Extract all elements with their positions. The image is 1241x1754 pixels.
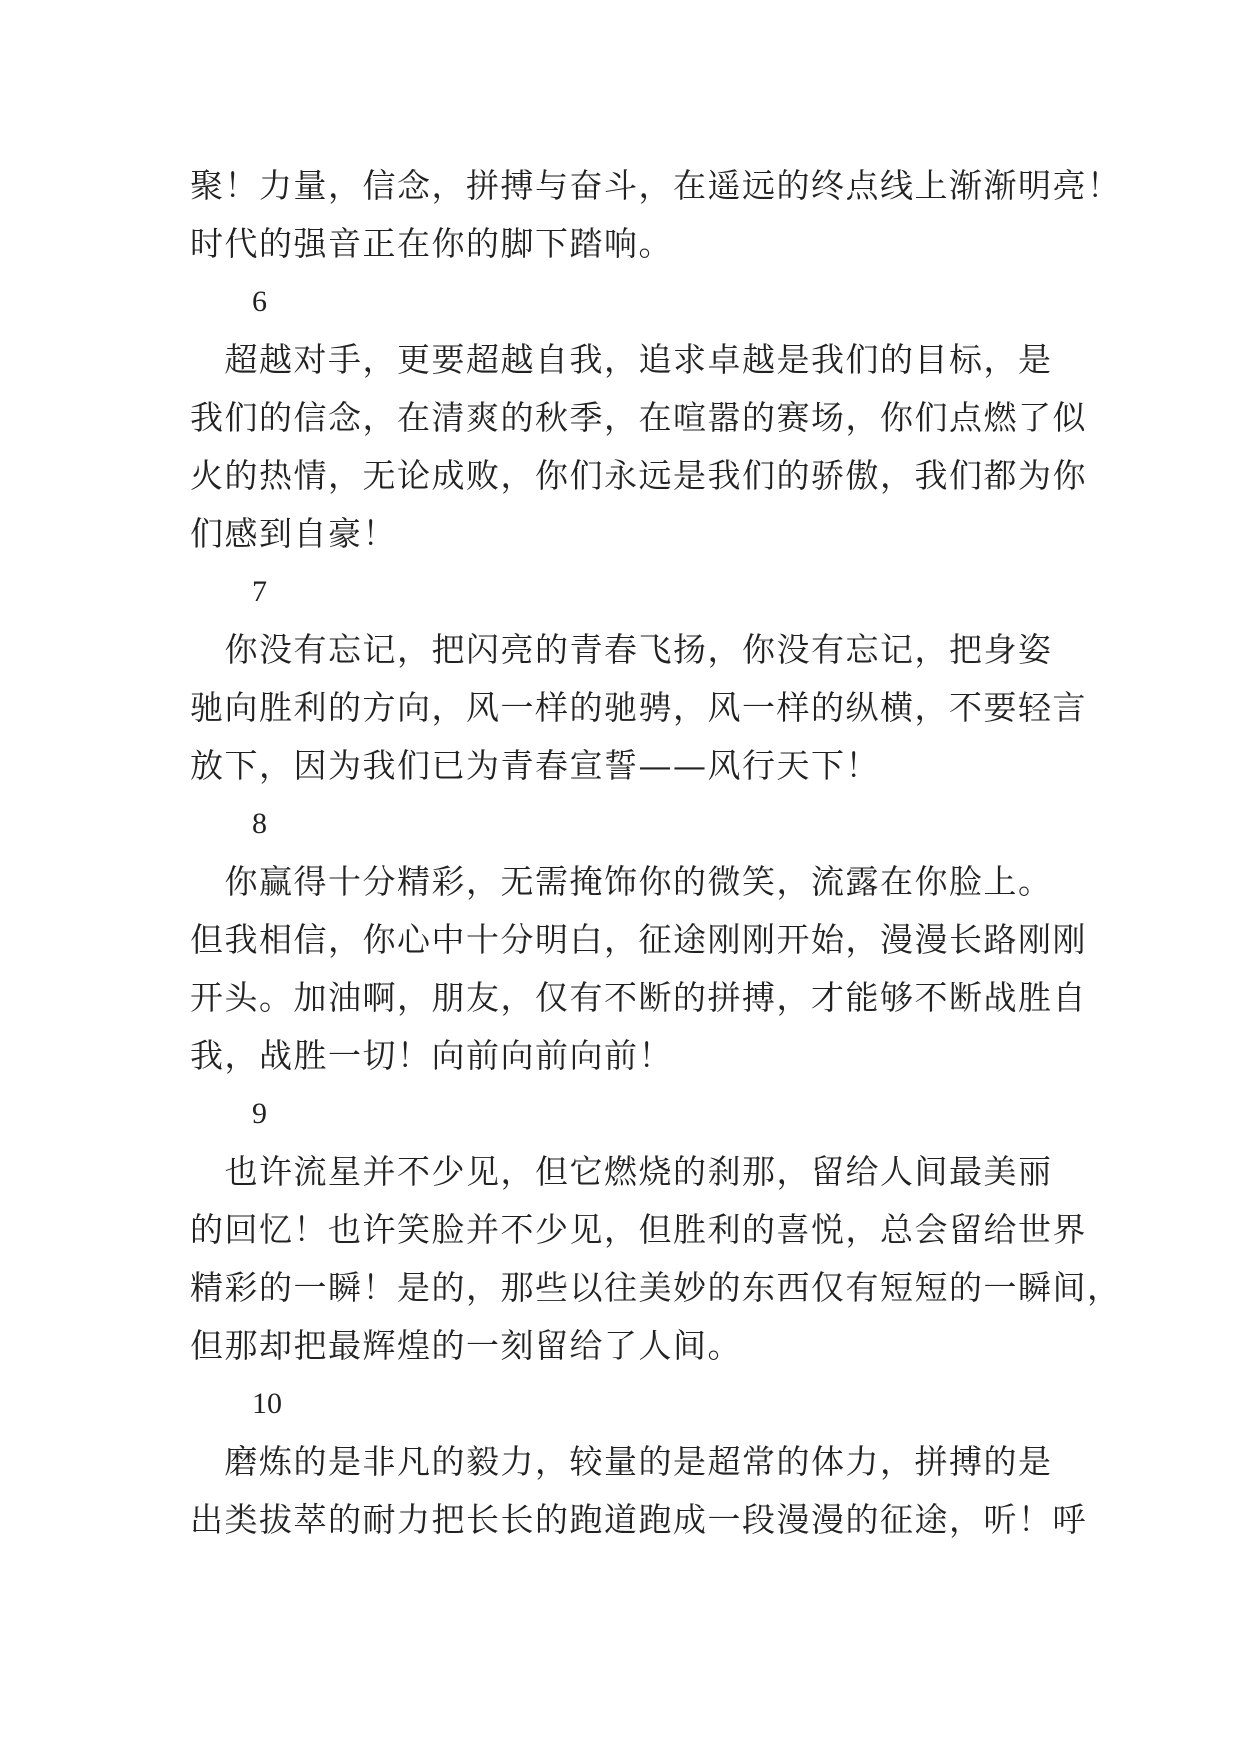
paragraph-line: 火的热情，无论成败，你们永远是我们的骄傲，我们都为你 (190, 456, 1087, 495)
paragraph-line: 开头。加油啊，朋友，仅有不断的拼搏，才能够不断战胜自 (190, 978, 1087, 1017)
section-number: 6 (252, 285, 267, 318)
paragraph-line: 我们的信念，在清爽的秋季，在喧嚣的赛场，你们点燃了似 (190, 398, 1087, 437)
section-number: 9 (252, 1097, 267, 1130)
paragraph-line: 的回忆！也许笑脸并不少见，但胜利的喜悦，总会留给世界 (190, 1210, 1087, 1249)
paragraph-line: 放下，因为我们已为青春宣誓——风行天下！ (190, 746, 880, 785)
paragraph-line: 驰向胜利的方向，风一样的驰骋，风一样的纵横，不要轻言 (190, 688, 1087, 727)
paragraph-line: 精彩的一瞬！是的，那些以往美妙的东西仅有短短的一瞬间， (190, 1268, 1122, 1307)
paragraph-line: 时代的强音正在你的脚下踏响。 (190, 224, 673, 263)
section-number: 10 (252, 1387, 282, 1420)
section-number: 8 (252, 807, 267, 840)
paragraph-line: 聚！力量，信念，拼搏与奋斗，在遥远的终点线上渐渐明亮！ (190, 166, 1122, 205)
paragraph-line: 出类拔萃的耐力把长长的跑道跑成一段漫漫的征途，听！呼 (190, 1500, 1087, 1539)
paragraph-line: 超越对手，更要超越自我，追求卓越是我们的目标，是 (190, 340, 1053, 379)
paragraph-line: 磨炼的是非凡的毅力，较量的是超常的体力，拼搏的是 (190, 1442, 1053, 1481)
paragraph-line: 你赢得十分精彩，无需掩饰你的微笑，流露在你脸上。 (190, 862, 1053, 901)
paragraph-line: 们感到自豪！ (190, 514, 397, 553)
section-number: 7 (252, 575, 267, 608)
paragraph-line: 但那却把最辉煌的一刻留给了人间。 (190, 1326, 742, 1365)
paragraph-line: 也许流星并不少见，但它燃烧的刹那，留给人间最美丽 (190, 1152, 1053, 1191)
paragraph-line: 我，战胜一切！向前向前向前！ (190, 1036, 673, 1075)
paragraph-line: 你没有忘记，把闪亮的青春飞扬，你没有忘记，把身姿 (190, 630, 1053, 669)
paragraph-line: 但我相信，你心中十分明白，征途刚刚开始，漫漫长路刚刚 (190, 920, 1087, 959)
